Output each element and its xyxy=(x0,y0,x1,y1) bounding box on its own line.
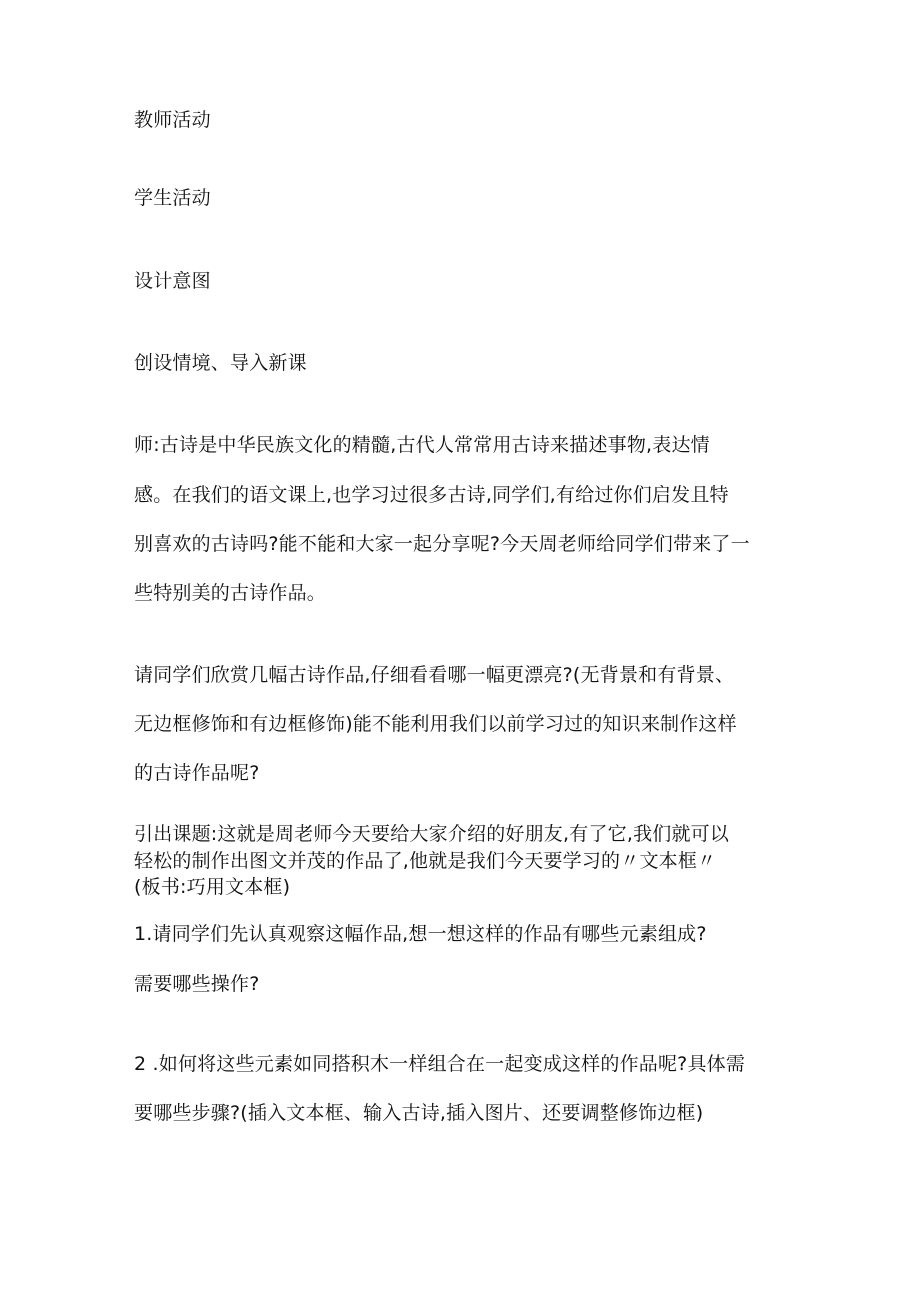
item-2-line-2: 要哪些步骤?(插入文本框、输入古诗,插入图片、还要调整修饰边框) xyxy=(134,1102,704,1124)
item-1-line-1: 1.请同学们先认真观察这幅作品,想一想这样的作品有哪些元素组成? xyxy=(134,923,707,945)
item-2-line-1: 2 .如何将这些元素如同搭积木一样组合在一起变成这样的作品呢?具体需 xyxy=(134,1053,746,1075)
paragraph-3-line-1: 引出课题:这就是周老师今天要给大家介绍的好朋友,有了它,我们就可以 xyxy=(134,823,730,845)
header-teacher-activity: 教师活动 xyxy=(134,109,211,131)
paragraph-1-line-2: 感。在我们的语文课上,也学习过很多古诗,同学们,有给过你们启发且特 xyxy=(134,484,729,506)
paragraph-2-line-2: 无边框修饰和有边框修饰)能不能利用我们以前学习过的知识来制作这样 xyxy=(134,713,737,735)
header-student-activity: 学生活动 xyxy=(134,187,211,209)
paragraph-3-line-3: (板书:巧用文本框) xyxy=(134,876,291,898)
paragraph-3-line-2: 轻松的制作出图文并茂的作品了,他就是我们今天要学习的〃文本框〃 xyxy=(134,850,717,872)
paragraph-1-line-4: 些特别美的古诗作品。 xyxy=(134,582,327,604)
section-title: 创设情境、导入新课 xyxy=(134,352,307,374)
item-1-line-2: 需要哪些操作? xyxy=(134,973,260,995)
paragraph-1-line-3: 别喜欢的古诗吗?能不能和大家一起分享呢?今天周老师给同学们带来了一 xyxy=(134,533,750,555)
paragraph-1-line-1: 师:古诗是中华民族文化的精髓,古代人常常用古诗来描述事物,表达情 xyxy=(134,434,710,456)
paragraph-2-line-1: 请同学们欣赏几幅古诗作品,仔细看看哪一幅更漂亮?(无背景和有背景、 xyxy=(134,664,735,686)
paragraph-2-line-3: 的古诗作品呢? xyxy=(134,762,260,784)
header-design-intent: 设计意图 xyxy=(134,270,211,292)
